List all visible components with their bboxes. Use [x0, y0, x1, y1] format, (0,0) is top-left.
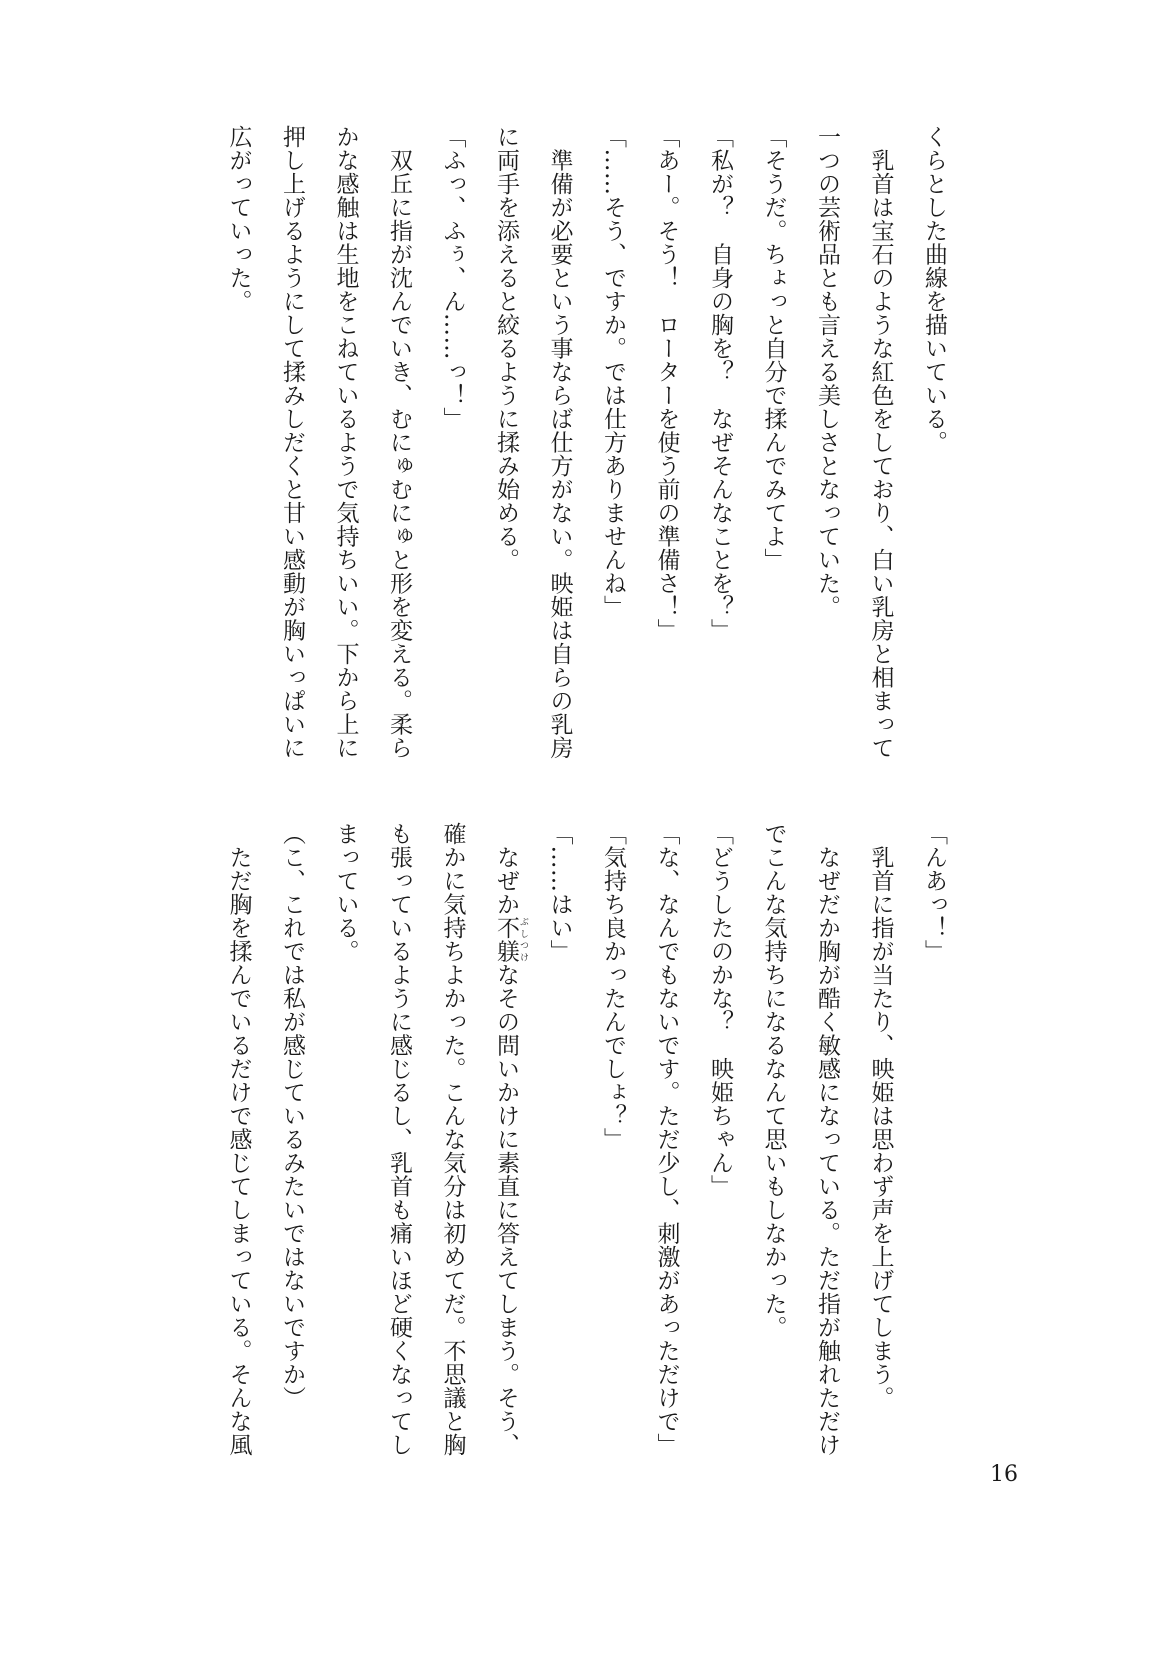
text-line-with-ruby — [479, 822, 533, 1482]
text-line: 「私が？ 自身の胸を？ なぜそんなことを？」 — [707, 125, 733, 642]
text-line: くらとした曲線を描いている。 — [921, 125, 947, 454]
ruby-base: 不躾 — [493, 916, 519, 963]
upper-text-block — [211, 125, 960, 785]
text-line: 「な、なんでもないです。ただ少し、刺激があっただけで」 — [653, 822, 680, 1457]
text-line: 「気持ち良かったんでしょ？」 — [600, 822, 626, 1151]
ruby-reading: ぶしつけ — [518, 916, 528, 963]
text-line: 「あー。そう！ ローターを使う前の準備さ！」 — [653, 125, 680, 642]
text-line: （こ、これでは私が感じているみたいではないですか） — [279, 822, 305, 1410]
text-line: 「……はい」 — [546, 822, 573, 963]
text-line: 「んあっ！」 — [921, 822, 947, 963]
text-line: 「そうだ。ちょっと自分で揉んでみてよ」 — [760, 125, 787, 572]
text-line: かな感触は生地をこねているようで気持ちいい。下から上に — [332, 125, 359, 760]
lower-text-block — [211, 822, 960, 1482]
text-segment: なぜか — [493, 822, 519, 916]
text-segment: なその問いかけに素直に答えてしまう。そう、 — [493, 963, 519, 1457]
text-line: に両手を添えると絞るように揉み始める。 — [493, 125, 519, 572]
text-line: まっている。 — [332, 822, 359, 963]
text-line: 一つの芸術品とも言える美しさとなっていた。 — [814, 125, 840, 619]
text-line: 「……そう、ですか。では仕方ありませんね」 — [600, 125, 626, 619]
text-line: 確かに気持ちよかった。こんな気分は初めてだ。不思議と胸 — [439, 822, 466, 1457]
text-line: 乳首は宝石のような紅色をしており、白い乳房と相まって — [867, 125, 894, 760]
text-line: 準備が必要という事ならば仕方がない。映姫は自らの乳房 — [546, 125, 573, 760]
text-line: も張っているように感じるし、乳首も痛いほど硬くなってし — [386, 822, 412, 1457]
text-line: 押し上げるようにして揉みしだくと甘い感動が胸いっぱいに — [279, 125, 305, 760]
text-line: 乳首に指が当たり、映姫は思わず声を上げてしまう。 — [867, 822, 894, 1410]
text-line: ただ胸を揉んでいるだけで感じてしまっている。そんな風 — [225, 822, 252, 1457]
text-line: 広がっていった。 — [225, 125, 252, 313]
text-line: なぜだか胸が酷く敏感になっている。ただ指が触れただけ — [814, 822, 840, 1457]
ruby-word — [493, 916, 528, 963]
text-line: 「ふっ、ふぅ、ん……っ！」 — [439, 125, 466, 431]
page-number: 16 — [990, 1462, 1018, 1487]
text-line: 双丘に指が沈んでいき、むにゅむにゅと形を変える。柔ら — [386, 125, 412, 760]
text-line: 「どうしたのかな？ 映姫ちゃん」 — [707, 822, 733, 1198]
text-line: でこんな気持ちになるなんて思いもしなかった。 — [760, 822, 787, 1339]
